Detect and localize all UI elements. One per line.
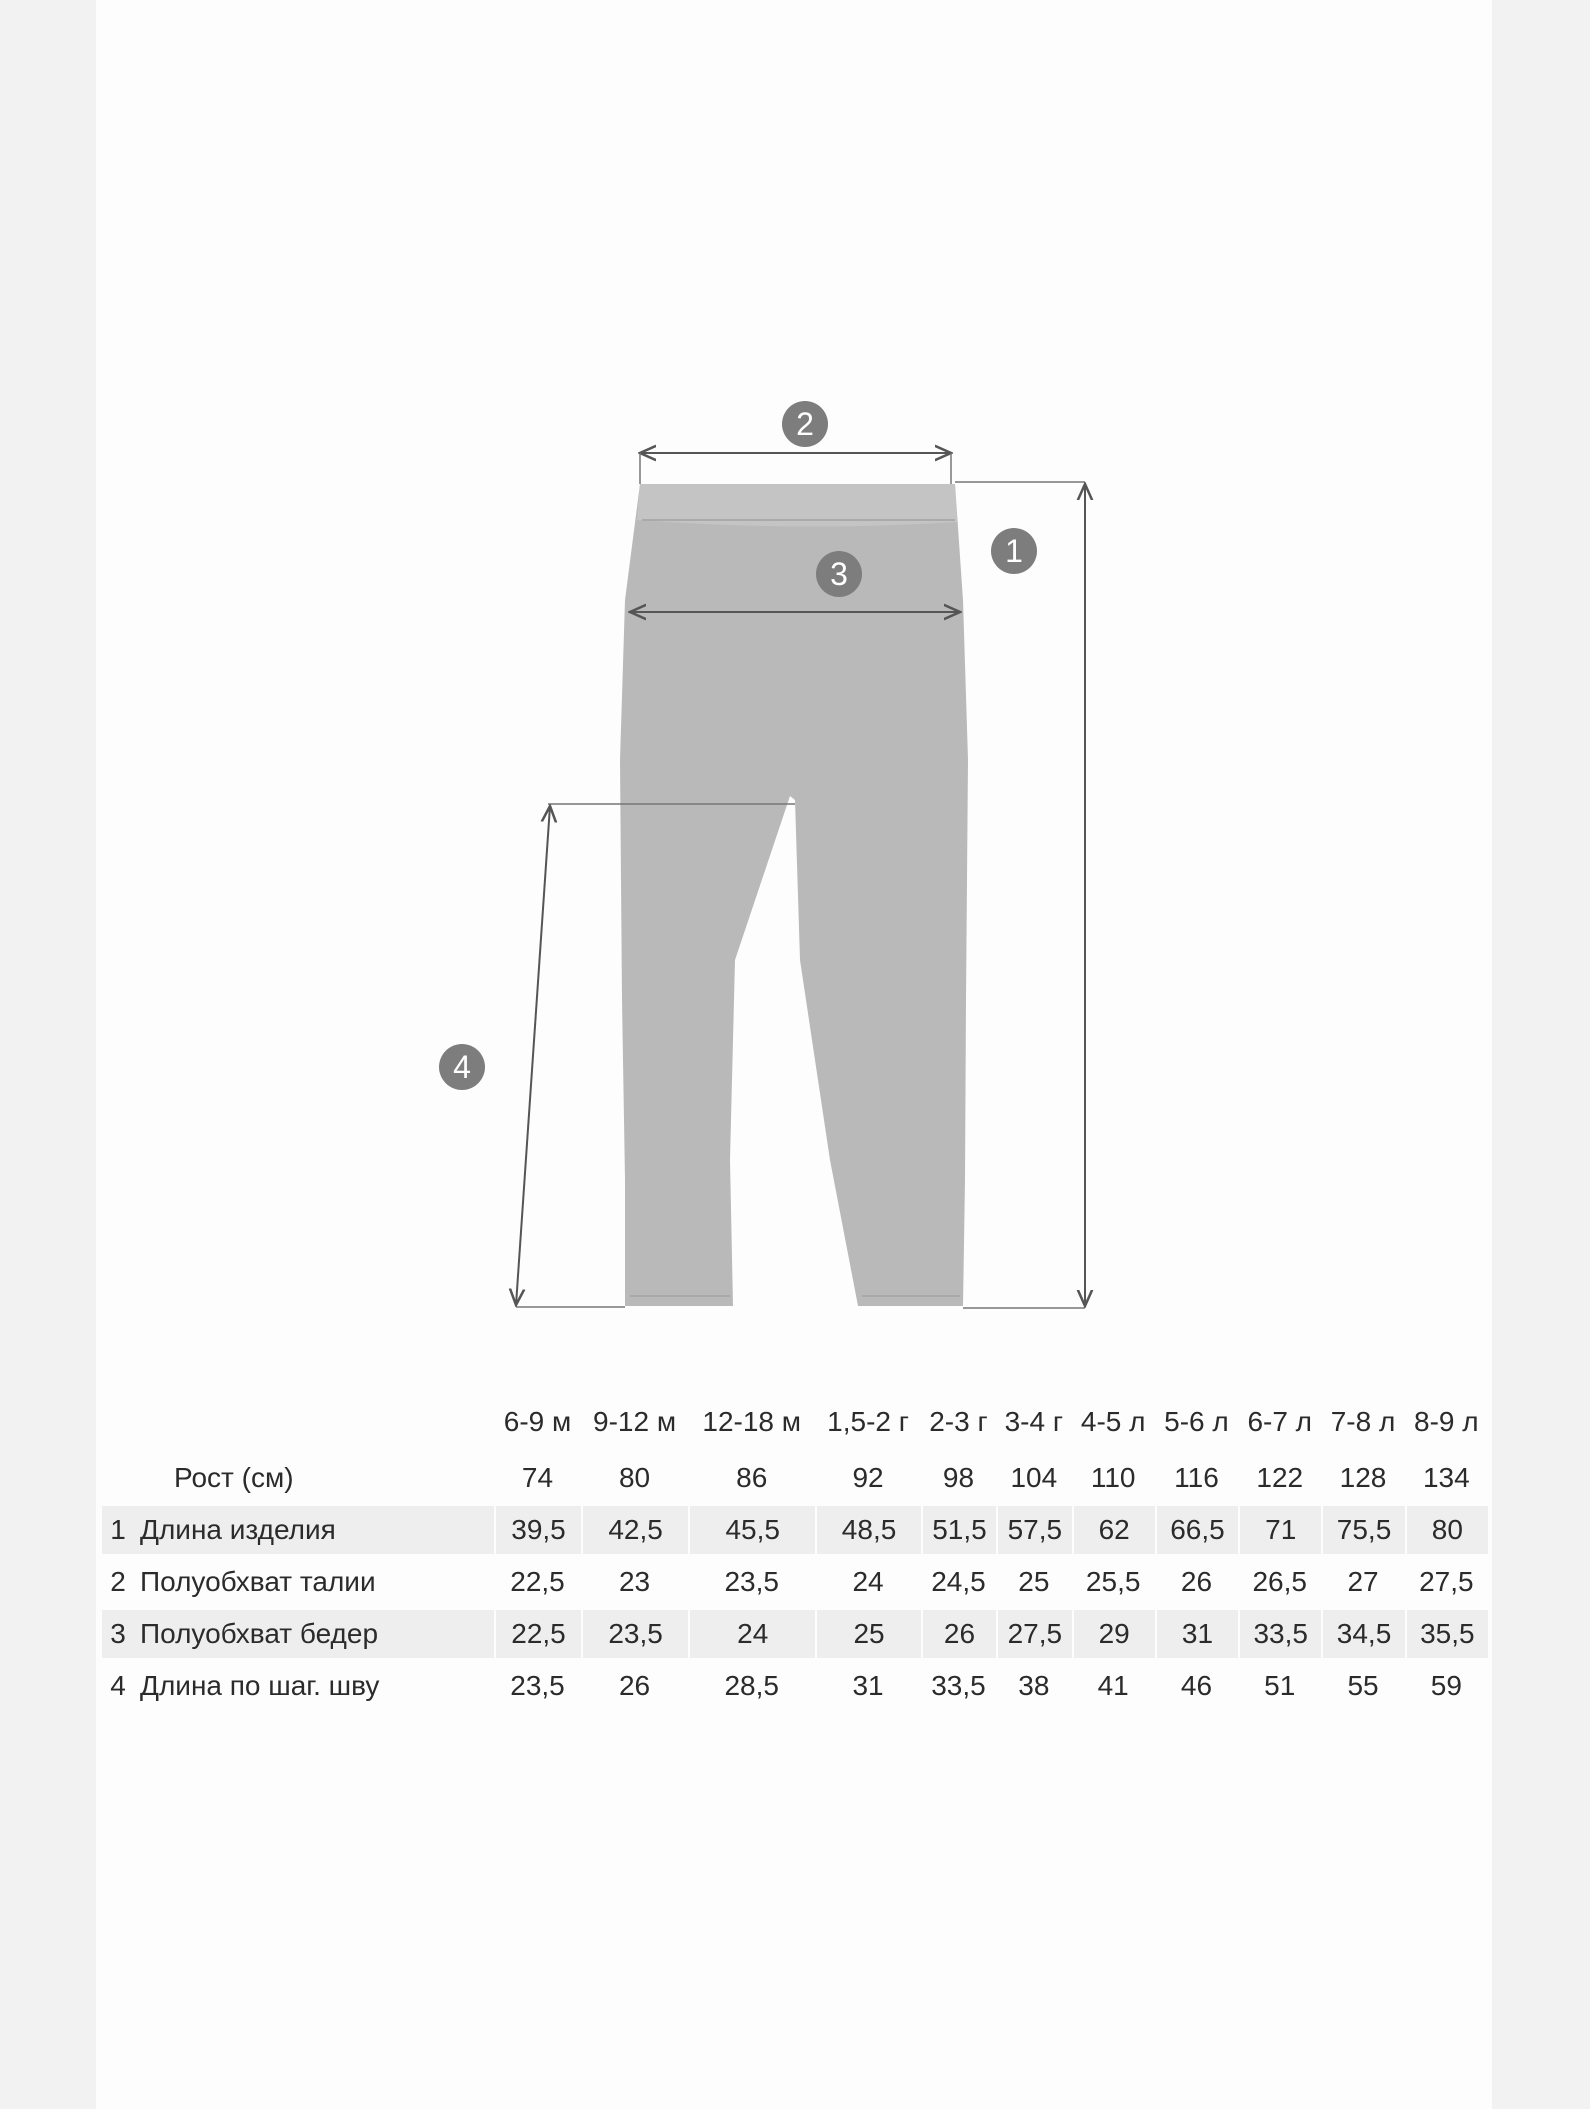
size-header: 8-9 л <box>1414 1406 1479 1437</box>
table-cell: 25,5 <box>1085 1566 1141 1597</box>
table-cell: 46 <box>1180 1670 1213 1701</box>
table-cell: 34,5 <box>1321 1610 1404 1658</box>
table-cell: 86 <box>736 1462 768 1493</box>
table-cell: 27 <box>1347 1566 1379 1597</box>
table-cell: 59 <box>1430 1670 1462 1701</box>
row-label: Полуобхват талии <box>140 1566 376 1597</box>
size-header: 2-3 г <box>929 1406 988 1437</box>
table-cell: 41 <box>1097 1670 1129 1701</box>
table-cell: 110 <box>1090 1462 1136 1493</box>
marker-1-badge: 1 <box>991 528 1037 574</box>
size-header: 3-4 г <box>1004 1406 1064 1437</box>
size-header: 1,5-2 г <box>827 1406 909 1437</box>
row-number: 4 <box>110 1670 126 1701</box>
table-cell: 33,5 <box>1238 1610 1321 1658</box>
table-cell: 45,5 <box>688 1506 815 1554</box>
table-cell: 22,5 <box>494 1610 581 1658</box>
table-cell: 51,5 <box>921 1506 996 1554</box>
table-cell: 57,5 <box>996 1506 1071 1554</box>
table-cell: 25 <box>815 1610 920 1658</box>
table-cell: 23 <box>618 1566 651 1597</box>
table-row <box>102 1662 1488 1710</box>
table-cell: 26 <box>921 1610 996 1658</box>
table-cell: 134 <box>1422 1462 1470 1493</box>
table-cell: 35,5 <box>1405 1610 1488 1658</box>
table-cell: 28,5 <box>724 1670 779 1701</box>
table-cell: 23,5 <box>510 1670 565 1701</box>
size-header: 6-7 л <box>1247 1406 1313 1437</box>
table-cell: 104 <box>1010 1462 1058 1493</box>
row-label: Рост (см) <box>174 1462 294 1493</box>
marker-4-badge: 4 <box>439 1044 485 1090</box>
table-cell: 27,5 <box>996 1610 1071 1658</box>
size-header: 7-8 л <box>1330 1406 1396 1437</box>
row-number: 3 <box>102 1610 134 1658</box>
row-label: Длина изделия <box>134 1506 494 1554</box>
table-cell: 51 <box>1264 1670 1296 1701</box>
table-row <box>102 1558 1488 1606</box>
marker-2-badge: 2 <box>782 401 828 447</box>
table-cell: 128 <box>1339 1462 1387 1493</box>
row-label: Длина по шаг. шву <box>140 1670 380 1701</box>
table-cell: 66,5 <box>1155 1506 1238 1554</box>
leggings-shape <box>620 484 968 1306</box>
table-cell: 31 <box>852 1670 884 1701</box>
table-cell: 92 <box>852 1462 884 1493</box>
table-cell: 98 <box>942 1462 975 1493</box>
row-number: 1 <box>102 1506 134 1554</box>
table-cell: 31 <box>1155 1610 1238 1658</box>
table-cell: 122 <box>1256 1462 1304 1493</box>
inseam-arrow <box>516 806 550 1305</box>
table-cell: 26,5 <box>1252 1566 1307 1597</box>
size-header: 6-9 м <box>503 1406 572 1437</box>
table-cell: 26 <box>618 1670 651 1701</box>
size-header-row <box>102 1394 1488 1450</box>
table-cell: 25 <box>1018 1566 1050 1597</box>
table-cell: 80 <box>1405 1506 1488 1554</box>
table-cell: 26 <box>1180 1566 1213 1597</box>
table-cell: 71 <box>1238 1506 1321 1554</box>
table-row <box>102 1610 1488 1658</box>
table-cell: 27,5 <box>1419 1566 1474 1597</box>
table-cell: 23,5 <box>581 1610 688 1658</box>
size-header: 5-6 л <box>1164 1406 1229 1437</box>
table-cell: 33,5 <box>931 1670 986 1701</box>
table-cell: 22,5 <box>510 1566 565 1597</box>
table-cell: 74 <box>521 1462 554 1493</box>
size-header: 4-5 л <box>1080 1406 1146 1437</box>
size-chart-table <box>102 1390 1488 1714</box>
table-cell: 23,5 <box>724 1566 779 1597</box>
table-cell: 24 <box>688 1610 815 1658</box>
table-cell: 39,5 <box>494 1506 581 1554</box>
table-row <box>102 1506 1488 1554</box>
table-cell: 116 <box>1174 1462 1219 1493</box>
size-header: 12-18 м <box>702 1406 802 1437</box>
table-cell: 80 <box>618 1462 651 1493</box>
table-cell: 62 <box>1072 1506 1155 1554</box>
row-label: Полуобхват бедер <box>134 1610 494 1658</box>
table-cell: 48,5 <box>815 1506 920 1554</box>
table-cell: 24 <box>852 1566 884 1597</box>
height-row <box>102 1454 1488 1502</box>
table-cell: 29 <box>1072 1610 1155 1658</box>
size-header: 9-12 м <box>593 1406 677 1437</box>
marker-3-badge: 3 <box>816 551 862 597</box>
table-cell: 24,5 <box>931 1566 986 1597</box>
table-cell: 38 <box>1018 1670 1050 1701</box>
table-cell: 55 <box>1347 1670 1379 1701</box>
row-number: 2 <box>110 1566 126 1597</box>
table-cell: 42,5 <box>581 1506 688 1554</box>
table-cell: 75,5 <box>1321 1506 1404 1554</box>
